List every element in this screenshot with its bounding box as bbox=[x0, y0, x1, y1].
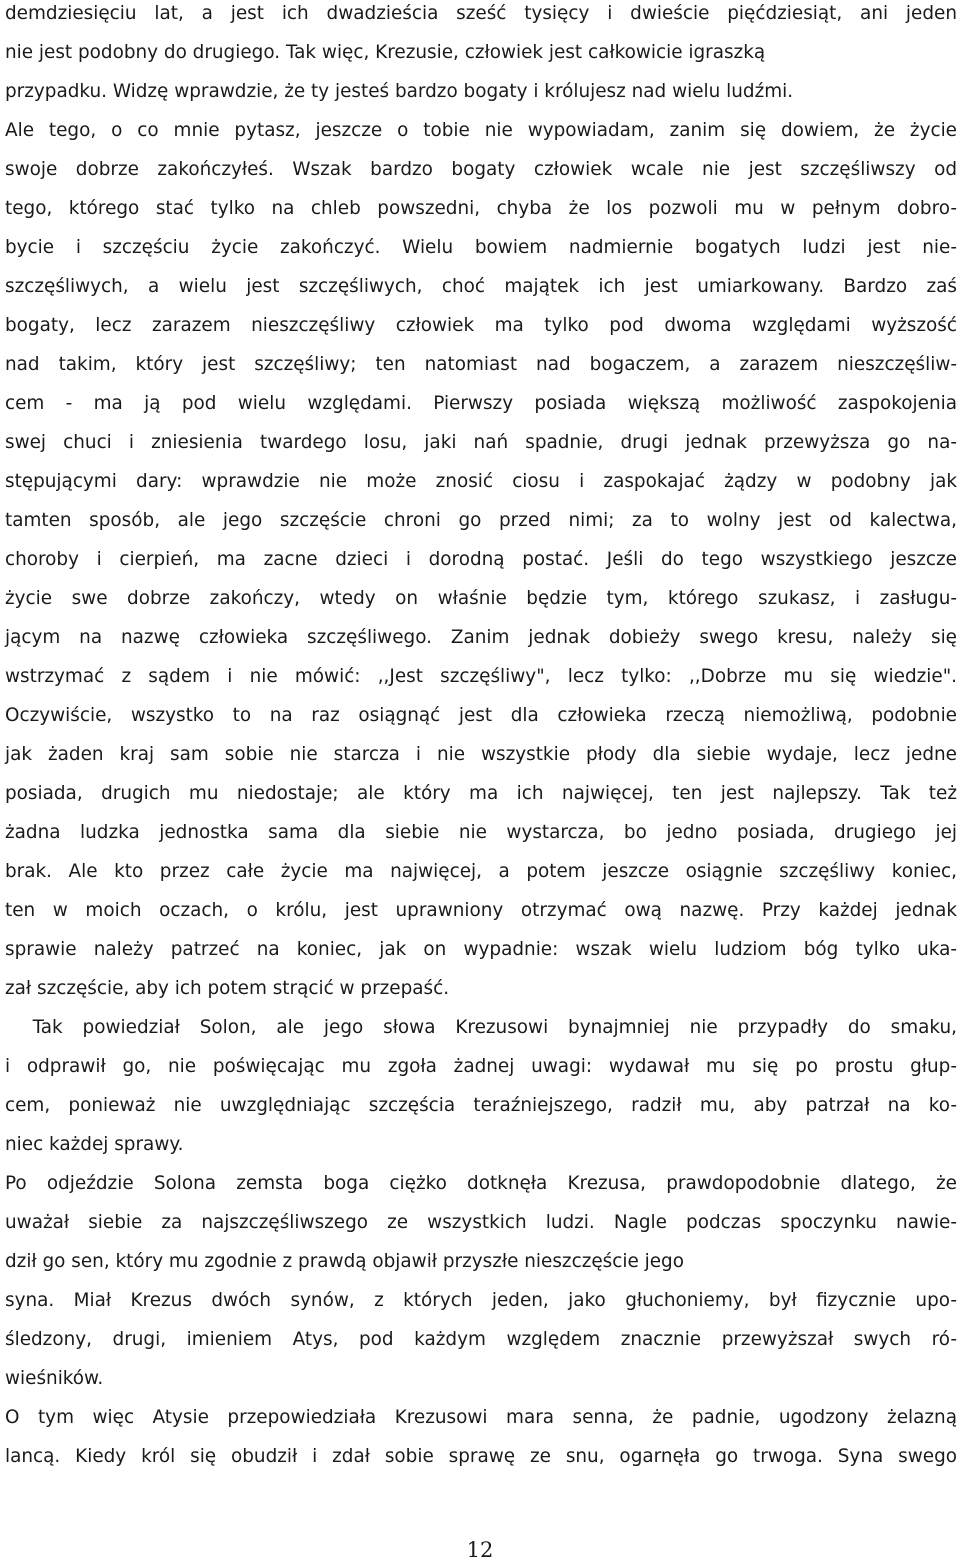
text-line: syna. Miał Krezus dwóch synów, z których jeden, jako głuchoniemy, był fizycznie upo- bbox=[5, 1290, 957, 1311]
text-line: swoje dobrze zakończyłeś. Wszak bardzo bogaty człowiek wcale nie jest szczęśliwszy od bbox=[5, 159, 957, 180]
text-line: choroby i cierpień, ma zacne dzieci i dorodną postać. Jeśli do tego wszystkiego jeszcze bbox=[5, 549, 957, 570]
text-line: bogaty, lecz zarazem nieszczęśliwy człowiek ma tylko pod dwoma względami wyższość bbox=[5, 315, 957, 336]
text-line: żadna ludzka jednostka sama dla siebie nie wystarcza, bo jedno posiada, drugiego jej bbox=[5, 822, 957, 843]
text-line: ten w moich oczach, o królu, jest uprawniony otrzymać ową nazwę. Przy każdej jednak bbox=[5, 900, 957, 921]
text-line: Po odjeździe Solona zemsta boga ciężko dotknęła Krezusa, prawdopodobnie dlatego, że bbox=[5, 1173, 957, 1194]
text-line: przypadku. Widzę wprawdzie, że ty jesteś bardzo bogaty i królujesz nad wielu ludźmi. bbox=[5, 81, 794, 102]
text-line: życie swe dobrze zakończy, wtedy on właśnie będzie tym, którego szukasz, i zasługu- bbox=[5, 588, 957, 609]
text-line: demdziesięciu lat, a jest ich dwadzieścia sześć tysięcy i dwieście pięćdziesiąt, ani jeden bbox=[5, 3, 957, 24]
text-line: nad takim, który jest szczęśliwy; ten natomiast nad bogaczem, a zarazem nieszczęśliw- bbox=[5, 354, 957, 375]
text-line: brak. Ale kto przez całe życie ma najwięcej, a potem jeszcze osiągnie szczęśliwy koniec, bbox=[5, 861, 957, 882]
text-line: i odprawił go, nie poświęcając mu zgoła żadnej uwagi: wydawał mu się po prostu głup- bbox=[5, 1056, 957, 1077]
text-line: cem - ma ją pod wielu względami. Pierwszy posiada większą możliwość zaspokojenia bbox=[5, 393, 957, 414]
text-line: dził go sen, który mu zgodnie z prawdą objawił przyszłe nieszczęście jego bbox=[5, 1251, 684, 1272]
text-line: tamten sposób, ale jego szczęście chroni go przed nimi; za to wolny jest od kalectwa, bbox=[5, 510, 957, 531]
text-line: niec każdej sprawy. bbox=[5, 1134, 184, 1155]
text-line: wstrzymać z sądem i nie mówić: ,,Jest szczęśliwy", lecz tylko: ,,Dobrze mu się wiedzie". bbox=[5, 666, 957, 687]
text-line: swej chuci i zniesienia twardego losu, jaki nań spadnie, drugi jednak przewyższa go na- bbox=[5, 432, 957, 453]
text-line: lancą. Kiedy król się obudził i zdał sobie sprawę ze snu, ogarnęła go trwoga. Syna swego bbox=[5, 1446, 957, 1467]
text-line: Tak powiedział Solon, ale jego słowa Krezusowi bynajmniej nie przypadły do smaku, bbox=[32, 1017, 957, 1038]
text-line: cem, ponieważ nie uwzględniając szczęścia teraźniejszego, radził mu, aby patrzał na ko- bbox=[5, 1095, 957, 1116]
text-line: jak żaden kraj sam sobie nie starcza i nie wszystkie płody dla siebie wydaje, lecz jedne bbox=[5, 744, 957, 765]
text-line: stępującymi dary: wprawdzie nie może znosić ciosu i zaspokajać żądzy w podobny jak bbox=[5, 471, 957, 492]
text-line: nie jest podobny do drugiego. Tak więc, Krezusie, człowiek jest całkowicie igraszką bbox=[5, 42, 766, 63]
text-line: O tym więc Atysie przepowiedziała Krezusowi mara senna, że padnie, ugodzony żelazną bbox=[5, 1407, 957, 1428]
text-line: jącym na nazwę człowieka szczęśliwego. Zanim jednak dobieży swego kresu, należy się bbox=[5, 627, 957, 648]
text-line: śledzony, drugi, imieniem Atys, pod każdym względem znacznie przewyższał swych ró- bbox=[5, 1329, 957, 1350]
text-line: Ale tego, o co mnie pytasz, jeszcze o tobie nie wypowiadam, zanim się dowiem, że życie bbox=[5, 120, 957, 141]
text-line: wieśników. bbox=[5, 1368, 104, 1389]
text-line: tego, którego stać tylko na chleb powszedni, chyba że los pozwoli mu w pełnym dobro- bbox=[5, 198, 957, 219]
page-number: 12 bbox=[466, 1538, 494, 1562]
text-line: zał szczęście, aby ich potem strącić w przepaść. bbox=[5, 978, 450, 999]
text-line: szczęśliwych, a wielu jest szczęśliwych, choć majątek ich jest umiarkowany. Bardzo zaś bbox=[5, 276, 957, 297]
text-line: sprawie należy patrzeć na koniec, jak on wypadnie: wszak wielu ludziom bóg tylko uka- bbox=[5, 939, 957, 960]
body-text bbox=[5, 0, 957, 1482]
text-line: posiada, drugich mu niedostaje; ale który ma ich najwięcej, ten jest najlepszy. Tak też bbox=[5, 783, 957, 804]
text-line: Oczywiście, wszystko to na raz osiągnąć jest dla człowieka rzeczą niemożliwą, podobnie bbox=[5, 705, 957, 726]
text-line: uważał siebie za najszczęśliwszego ze wszystkich ludzi. Nagle podczas spoczynku nawie- bbox=[5, 1212, 957, 1233]
text-line: bycie i szczęściu życie zakończyć. Wielu bowiem nadmiernie bogatych ludzi jest nie- bbox=[5, 237, 957, 258]
